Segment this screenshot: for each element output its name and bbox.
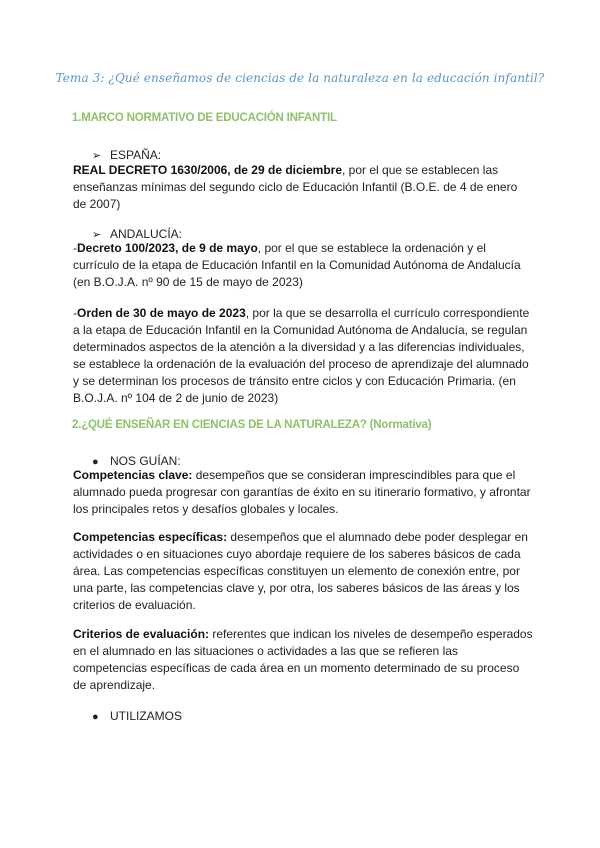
paragraph-decreto-100-2023 — [73, 240, 533, 291]
arrow-bullet-icon: ➢ — [92, 150, 102, 162]
definition-text: desempeños que el alumnado debe poder desplegar en actividades o en situaciones cuyo abordaje requiere de los saberes básicos de cada área. Las competencias específicas constituyen un elemento de conexión entre, por una parte, las competencias clave y, por otra, los saberes básicos de las áreas y los criterios de evaluación. — [73, 530, 528, 612]
law-title: REAL DECRETO 1630/2006, de 29 de diciembre — [73, 163, 343, 177]
section-heading-marco-normativo: 1.MARCO NORMATIVO DE EDUCACIÓN INFANTIL — [72, 112, 337, 124]
bullet-espana — [92, 148, 161, 162]
law-description: , por la que se desarrolla el currículo correspondiente a la etapa de Educación Infantil en la Comunidad Autónoma de Andalucía, se regulan determinados aspectos de la atención a la diversidad y a las diferencias individuales, se establece la ordenación de la evaluación del proceso de aprendizaje del alumnado y se determinan los procesos de tránsito entre ciclos y con Educación Primaria. (en B.O.J.A. nº 104 de 2 de junio de 2023) — [73, 306, 530, 405]
law-description: , por el que se establece la ordenación y el currículo de la etapa de Educación Infantil en la Comunidad Autónoma de Andalucía (en B.O.J.A. nº 90 de 15 de mayo de 2023) — [73, 241, 521, 289]
definition-text: desempeños que se consideran imprescindibles para que el alumnado pueda progresar con garantías de éxito en su itinerario formativo, y afrontar los principales retos y desafíos globales y locales. — [73, 468, 531, 516]
definition-competencias-especificas — [73, 529, 533, 614]
bullet-label: UTILIZAMOS — [110, 709, 183, 723]
definition-term: Criterios de evaluación: — [73, 627, 210, 641]
law-description: , por el que se establecen las enseñanzas mínimas del segundo ciclo de Educación Infantil (B.O.E. de 4 de enero de 2007) — [73, 163, 518, 211]
arrow-bullet-icon: ➢ — [92, 229, 102, 241]
list-prefix: - — [73, 306, 77, 320]
bullet-label: ANDALUCÍA: — [110, 227, 183, 241]
section-heading-que-ensenar: 2.¿QUÉ ENSEÑAR EN CIENCIAS DE LA NATURALEZA? (Normativa) — [72, 419, 432, 431]
bullet-nos-guian — [92, 454, 181, 468]
definition-term: Competencias específicas: — [73, 530, 228, 544]
definition-term: Competencias clave: — [73, 468, 193, 482]
dot-bullet-icon: ● — [92, 711, 99, 723]
bullet-andalucia — [92, 227, 182, 241]
paragraph-real-decreto — [73, 162, 533, 213]
paragraph-orden-30-mayo-2023 — [73, 305, 533, 407]
definition-competencias-clave — [73, 467, 533, 518]
law-title: Decreto 100/2023, de 9 de mayo — [77, 241, 258, 255]
list-prefix: - — [73, 241, 77, 255]
law-title: Orden de 30 de mayo de 2023 — [77, 306, 246, 320]
bullet-label: ESPAÑA: — [110, 148, 162, 162]
bullet-utilizamos — [92, 709, 182, 723]
definition-text: referentes que indican los niveles de desempeño esperados en el alumnado en las situaciones o actividades a las que se refieren las competencias específicas de cada área en un momento determinado de su proceso de aprendizaje. — [73, 627, 533, 692]
document-title: Tema 3: ¿Qué enseñamos de ciencias de la naturaleza en la educación infantil? — [55, 71, 545, 85]
bullet-label: NOS GUÍAN: — [110, 454, 181, 468]
dot-bullet-icon: ● — [92, 456, 99, 468]
definition-criterios-evaluacion — [73, 626, 533, 694]
